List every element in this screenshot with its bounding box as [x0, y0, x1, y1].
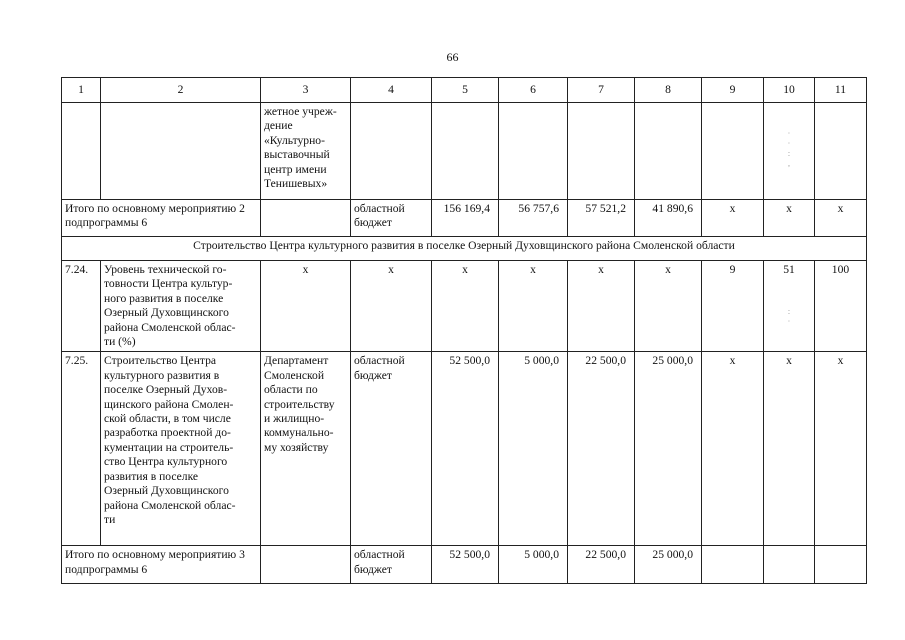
cell-ind2 — [764, 261, 815, 352]
header-cell: 3 — [261, 78, 351, 103]
cell-ind1: 9 — [702, 261, 764, 352]
cell-total: x — [432, 261, 499, 352]
cell-ind2: x — [764, 352, 815, 546]
header-cell: 6 — [499, 78, 568, 103]
cell-total: 52 500,0 — [432, 352, 499, 546]
section-row — [62, 237, 867, 261]
cell-year3 — [635, 103, 702, 200]
header-cell: 4 — [351, 78, 432, 103]
cell-source: x — [351, 261, 432, 352]
cell-executor — [261, 200, 351, 237]
table-row-7-24 — [62, 261, 867, 352]
cell-year1: 5 000,0 — [499, 546, 568, 584]
cell-ind1: x — [702, 352, 764, 546]
cell-year3: x — [635, 261, 702, 352]
table-row-continuation — [62, 103, 867, 200]
cell-total — [432, 103, 499, 200]
total-label: Итого по основному мероприятию 3 подпрограммы 6 — [62, 546, 261, 584]
cell-executor: жетное учреж- дение «Культурно- выставочный центр имени Тенишевых» — [261, 103, 351, 200]
cell-executor — [261, 546, 351, 584]
cell-ind3: x — [815, 352, 867, 546]
cell-ind3 — [815, 546, 867, 584]
cell-year1: 5 000,0 — [499, 352, 568, 546]
cell-ind1: x — [702, 200, 764, 237]
cell-ind3 — [815, 103, 867, 200]
cell-number: 7.25. — [62, 352, 101, 546]
table-row-total-3 — [62, 546, 867, 584]
cell-ind2 — [764, 546, 815, 584]
cell-executor: x — [261, 261, 351, 352]
table-row-total-2 — [62, 200, 867, 237]
cell-year1: 56 757,6 — [499, 200, 568, 237]
header-cell: 7 — [568, 78, 635, 103]
cell-executor: Департамент Смоленской области по строительству и жилищно- коммунально- му хозяйству — [261, 352, 351, 546]
scan-marks: : · — [787, 307, 791, 327]
header-cell: 9 — [702, 78, 764, 103]
cell-source: областной бюджет — [351, 546, 432, 584]
cell-source: областной бюджет — [351, 352, 432, 546]
header-cell: 11 — [815, 78, 867, 103]
header-cell: 5 — [432, 78, 499, 103]
cell-year2: x — [568, 261, 635, 352]
header-cell: 1 — [62, 78, 101, 103]
cell-year2: 22 500,0 — [568, 546, 635, 584]
cell-year1: x — [499, 261, 568, 352]
cell-year3: 25 000,0 — [635, 546, 702, 584]
total-label: Итого по основному мероприятию 2 подпрограммы 6 — [62, 200, 261, 237]
cell-indicator: Уровень технической го- товности Центра культур- ного развития в поселке Озерный Духовщинского района Смоленской облас- ти (%) — [101, 261, 261, 352]
cell-ind2: x — [764, 200, 815, 237]
header-cell: 8 — [635, 78, 702, 103]
cell-number: 7.24. — [62, 261, 101, 352]
cell-number — [62, 103, 101, 200]
cell-ind1 — [702, 103, 764, 200]
cell-indicator: Строительство Центра культурного развития в поселке Озерный Духов- щинского района Смолен- ской области, в том числе разработка проектной до- кументации на строитель- ство Центра культурного развития в поселке Озерный Духовщинского района Смоленской облас- ти — [101, 352, 261, 546]
table-row-7-25 — [62, 352, 867, 546]
cell-indicator — [101, 103, 261, 200]
cell-year2: 22 500,0 — [568, 352, 635, 546]
cell-year2 — [568, 103, 635, 200]
cell-source — [351, 103, 432, 200]
page-number: 66 — [446, 50, 459, 64]
scan-marks: · · : , — [787, 129, 791, 168]
cell-ind3: x — [815, 200, 867, 237]
header-cell: 2 — [101, 78, 261, 103]
cell-ind1 — [702, 546, 764, 584]
section-title: Строительство Центра культурного развития в поселке Озерный Духовщинского района Смоленской области — [62, 237, 867, 261]
cell-ind3: 100 — [815, 261, 867, 352]
header-cell: 10 — [764, 78, 815, 103]
cell-year2: 57 521,2 — [568, 200, 635, 237]
cell-ind2-value: 51 — [783, 263, 795, 276]
cell-total: 52 500,0 — [432, 546, 499, 584]
budget-table — [61, 77, 867, 584]
cell-ind2 — [764, 103, 815, 200]
cell-year3: 41 890,6 — [635, 200, 702, 237]
cell-year1 — [499, 103, 568, 200]
cell-source: областной бюджет — [351, 200, 432, 237]
cell-year3: 25 000,0 — [635, 352, 702, 546]
cell-total: 156 169,4 — [432, 200, 499, 237]
header-row — [62, 78, 867, 103]
